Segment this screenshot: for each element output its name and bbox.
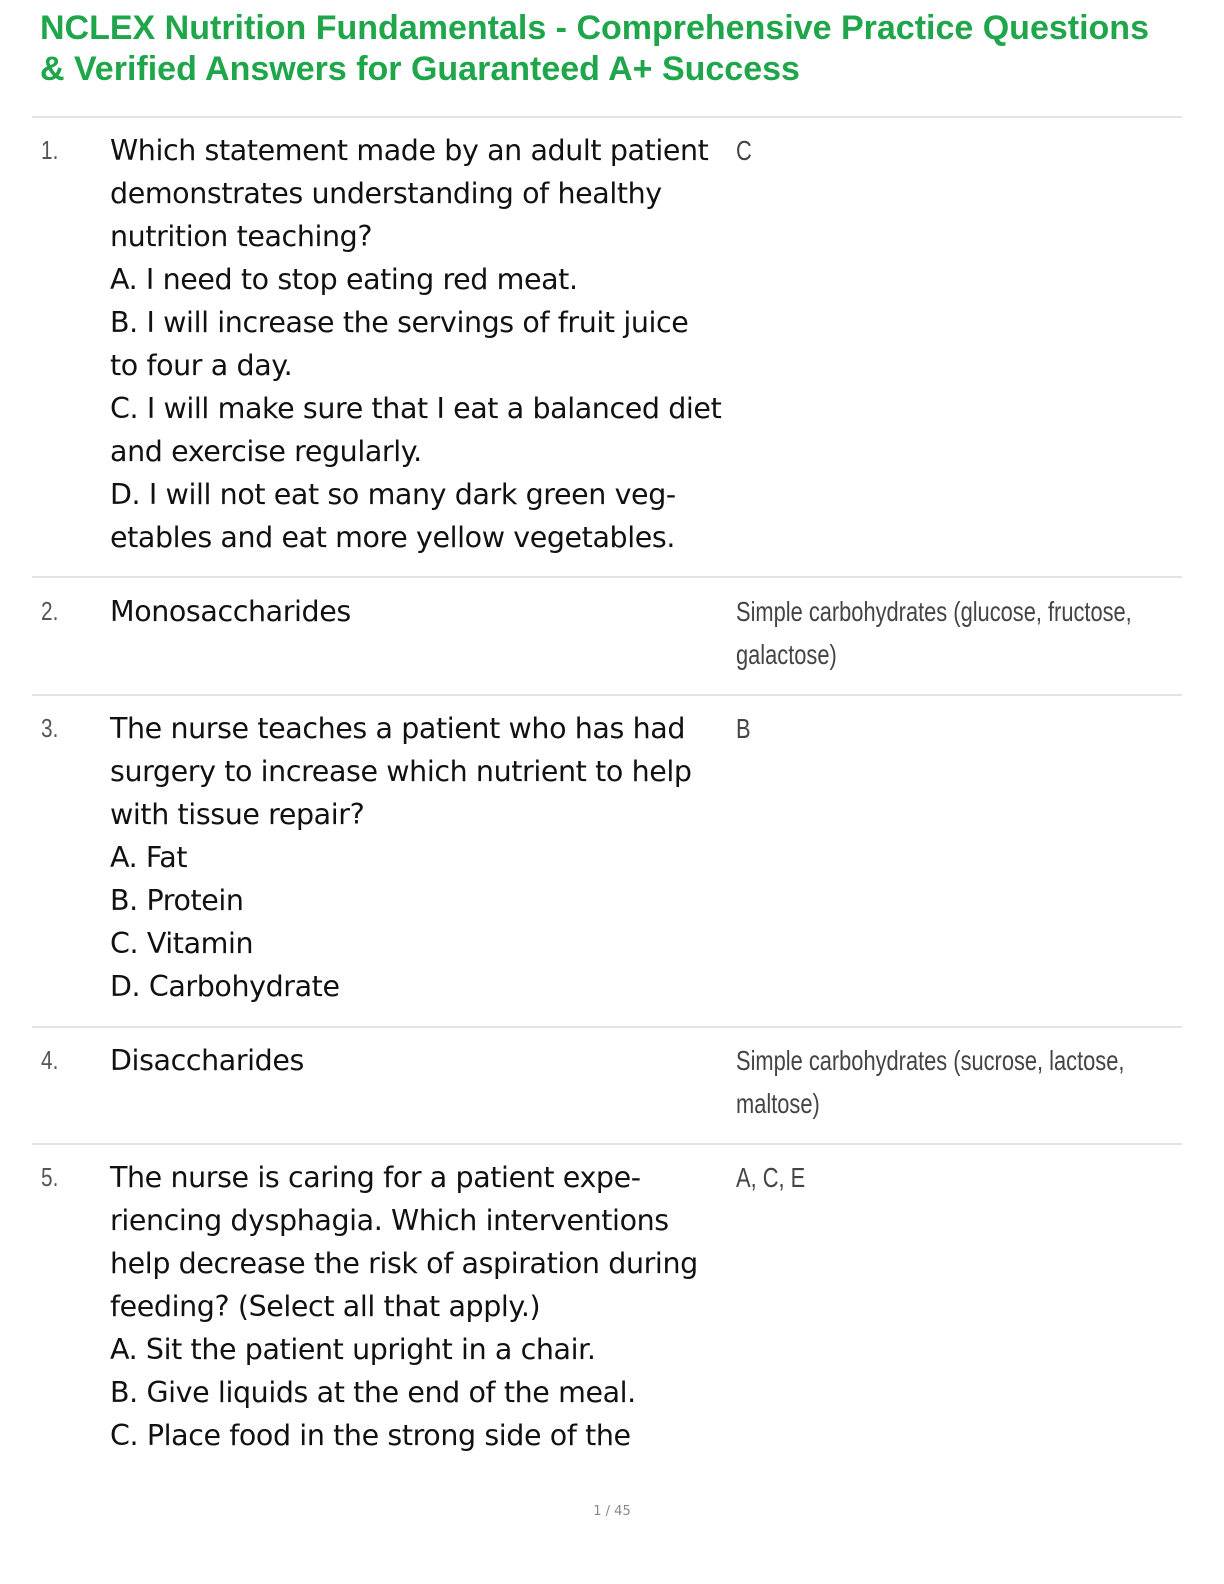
question-number: 2. <box>41 596 59 626</box>
question-text: The nurse is caring for a patient expe- riencing dysphagia. Which interventions help decrease the risk of aspiration during feeding? (Select all that apply.) A. Sit the patient upright in a chair. B. Give liquids at the end of the meal. C. Place food in the strong side of the <box>110 1161 698 1452</box>
question-text: Monosaccharides <box>110 595 351 628</box>
answer-text: A, C, E <box>736 1162 806 1193</box>
divider <box>32 694 1182 696</box>
question-number: 5. <box>41 1162 59 1192</box>
divider <box>32 1143 1182 1145</box>
answer-text: C <box>736 135 752 166</box>
question-text: The nurse teaches a patient who has had surgery to increase which nutrient to help with tissue repair? A. Fat B. Protein C. Vitamin D. Carbohydrate <box>110 712 692 1003</box>
question-text: Which statement made by an adult patient demonstrates understanding of healthy nutrition teaching? A. I need to stop eating red meat. B. I will increase the servings of fruit juice to four a day. C. I will make sure that I eat a balanced diet and exercise regularly. D. I will not eat so many dark green veg- etables and eat more yellow vegetables. <box>110 134 722 554</box>
divider <box>32 576 1182 578</box>
answer-text: Simple carbohydrates (glucose, fructose, galactose) <box>736 596 1132 670</box>
title-line: NCLEX Nutrition Fundamentals - Comprehensive Practice Questions <box>40 9 1149 47</box>
answer-text: B <box>736 713 751 744</box>
title-line: & Verified Answers for Guaranteed A+ Success <box>40 50 800 88</box>
flashcard-row <box>32 1039 1182 1129</box>
flashcard-row <box>32 129 1182 559</box>
document-title <box>40 8 1210 90</box>
divider <box>32 1026 1182 1028</box>
question-number: 3. <box>41 713 59 743</box>
divider <box>32 116 1182 118</box>
flashcard-row <box>32 590 1182 680</box>
question-number: 1. <box>41 135 59 165</box>
answer-text: Simple carbohydrates (sucrose, lactose, maltose) <box>736 1045 1125 1119</box>
flashcard-row <box>32 707 1182 1012</box>
flashcard-row <box>32 1156 1182 1461</box>
question-number: 4. <box>41 1045 59 1075</box>
question-text: Disaccharides <box>110 1044 304 1077</box>
page-number: 1 / 45 <box>593 1504 631 1519</box>
